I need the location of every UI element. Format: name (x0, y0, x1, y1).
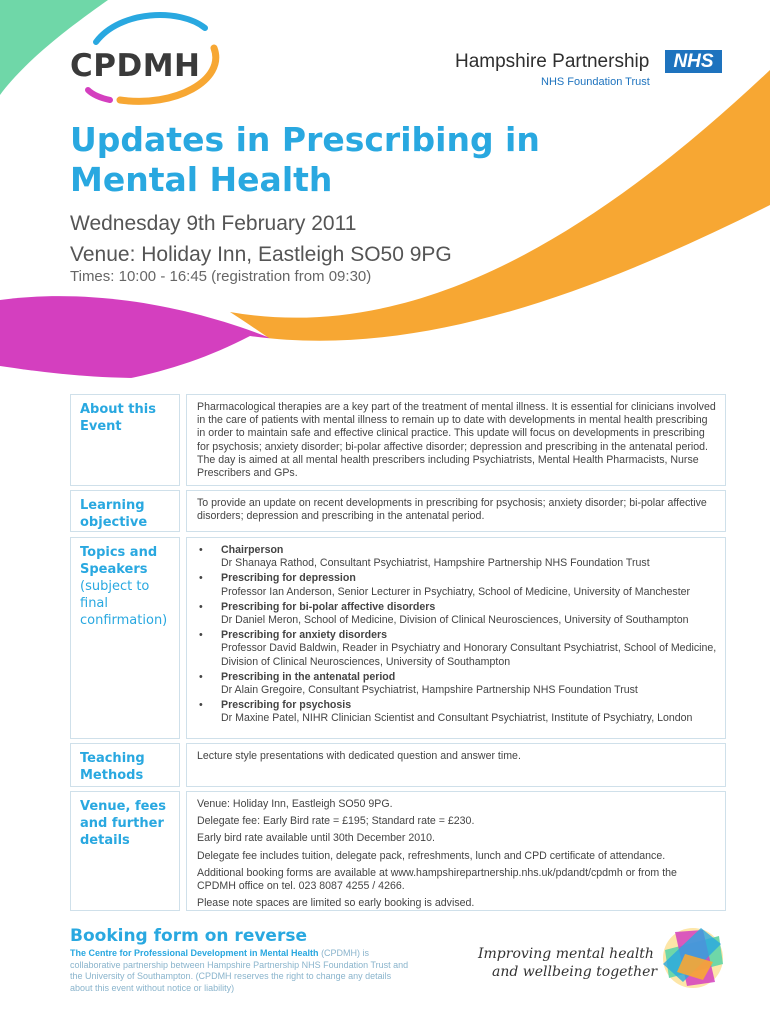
cpdmh-logo: CPDMH (70, 48, 201, 84)
details-label: Venue, fees and further details (70, 791, 180, 911)
details-line: Delegate fee includes tuition, delegate pack, refreshments, lunch and CPD certificate of attendance. (197, 849, 666, 862)
topic-speaker: Dr Maxine Patel, NIHR Clinician Scientist and Consultant Psychiatrist, Institute of Psychiatry, London (221, 712, 693, 725)
topics-label-sub: (subject to final confirmation) (80, 579, 168, 628)
event-title: Updates in Prescribing in Mental Health (70, 120, 540, 199)
list-item (197, 572, 717, 598)
teaching-paragraph: Lecture style presentations with dedicated question and answer time. (197, 750, 521, 762)
details-line: Delegate fee: Early Bird rate = £195; Standard rate = £230. (197, 815, 475, 828)
topic-title: Prescribing in the antenatal period (221, 670, 396, 683)
bullet-icon: • (199, 544, 203, 556)
objective-paragraph: To provide an update on recent developments in prescribing for psychosis; anxiety disorder; bi-polar affective disorders; depression and prescribing in the antenatal period. (197, 497, 707, 523)
about-label: About this Event (70, 394, 180, 486)
topic-speaker: Dr Alain Gregoire, Consultant Psychiatrist, Hampshire Partnership NHS Foundation Trust (221, 684, 638, 697)
tagline-line-1: Improving mental health (478, 946, 654, 962)
topic-title: Chairperson (221, 544, 284, 556)
teaching-text (186, 743, 726, 787)
topics-label (70, 537, 180, 739)
details-line: Additional booking forms are available at www.hampshirepartnership.nhs.uk/pdandt/cpdmh or from the CPDMH office on tel. 023 8087 4255 / 4266. (197, 866, 677, 893)
topic-speaker: Professor David Baldwin, Reader in Psychiatry and Honorary Consultant Psychiatrist, School of Medicine, Division of Clinical Neurosciences, University of Southampton (221, 642, 717, 668)
details-line: Early bird rate available until 30th December 2010. (197, 832, 435, 845)
details-line: Please note spaces are limited so early booking is advised. (197, 897, 475, 910)
list-item (197, 629, 717, 669)
list-item (197, 601, 717, 627)
topic-speaker: Dr Shanaya Rathod, Consultant Psychiatrist, Hampshire Partnership NHS Foundation Trust (221, 557, 650, 570)
topic-title: Prescribing for bi-polar affective disorders (221, 600, 436, 613)
topic-speaker: Dr Daniel Meron, School of Medicine, Division of Clinical Neurosciences, University of Southampton (221, 614, 689, 627)
bullet-icon: • (199, 572, 203, 585)
nhs-badge: NHS (665, 50, 722, 73)
centre-description: (CPDMH) is collaborative partnership between Hampshire Partnership NHS Foundation Trust and the University of Southampton. (CPDMH reserves the right to change any details about this event without notice or liability) (70, 948, 409, 993)
speaker-list (186, 537, 726, 739)
bullet-icon: • (199, 629, 203, 642)
booking-title: Booking form on reverse (70, 926, 307, 946)
org-name: Hampshire Partnership (455, 51, 650, 72)
bullet-icon: • (199, 600, 203, 613)
topic-title: Prescribing for depression (221, 572, 356, 585)
centre-name: The Centre for Professional Development in Mental Health (70, 948, 319, 958)
topics-label-main: Topics and Speakers (80, 545, 158, 577)
about-text (186, 394, 726, 486)
event-date: Wednesday 9th February 2011 (70, 212, 357, 235)
objective-text (186, 490, 726, 532)
org-trust: NHS Foundation Trust (541, 76, 650, 88)
bullet-icon: • (199, 699, 203, 712)
bullet-icon: • (199, 670, 203, 683)
teaching-label: Teaching Methods (70, 743, 180, 787)
topic-title: Prescribing for anxiety disorders (221, 629, 388, 642)
woven-ball-logo-icon (663, 928, 723, 988)
topic-title: Prescribing for psychosis (221, 699, 352, 712)
about-paragraph: Pharmacological therapies are a key part of the treatment of mental illness. It is essential for clinicians involved in the care of patients with mental illness to remain up to date with developments in mental health prescribing in order to maintain safe and effective clinical practice. This update will focus on developments in prescribing for psychosis; anxiety disorder; bi-polar affective disorder; depression and prescribing in the antenatal period. The day is aimed at all mental health prescribers including Psychiatrists, Mental Health Pharmacists, Nurse Prescribers and GPs. (197, 401, 716, 480)
tagline-line-2: and wellbeing together (492, 964, 658, 980)
objective-label: Learning objective (70, 490, 180, 532)
list-item (197, 699, 717, 725)
list-item (197, 544, 717, 570)
centre-note (70, 948, 415, 994)
event-times: Times: 10:00 - 16:45 (registration from 09:30) (70, 268, 372, 285)
details-text (186, 791, 726, 911)
topic-speaker: Professor Ian Anderson, Senior Lecturer in Psychiatry, School of Medicine, University of Manchester (221, 585, 691, 598)
list-item (197, 671, 717, 697)
details-line: Venue: Holiday Inn, Eastleigh SO50 9PG. (197, 798, 393, 810)
event-venue: Venue: Holiday Inn, Eastleigh SO50 9PG (70, 243, 452, 266)
